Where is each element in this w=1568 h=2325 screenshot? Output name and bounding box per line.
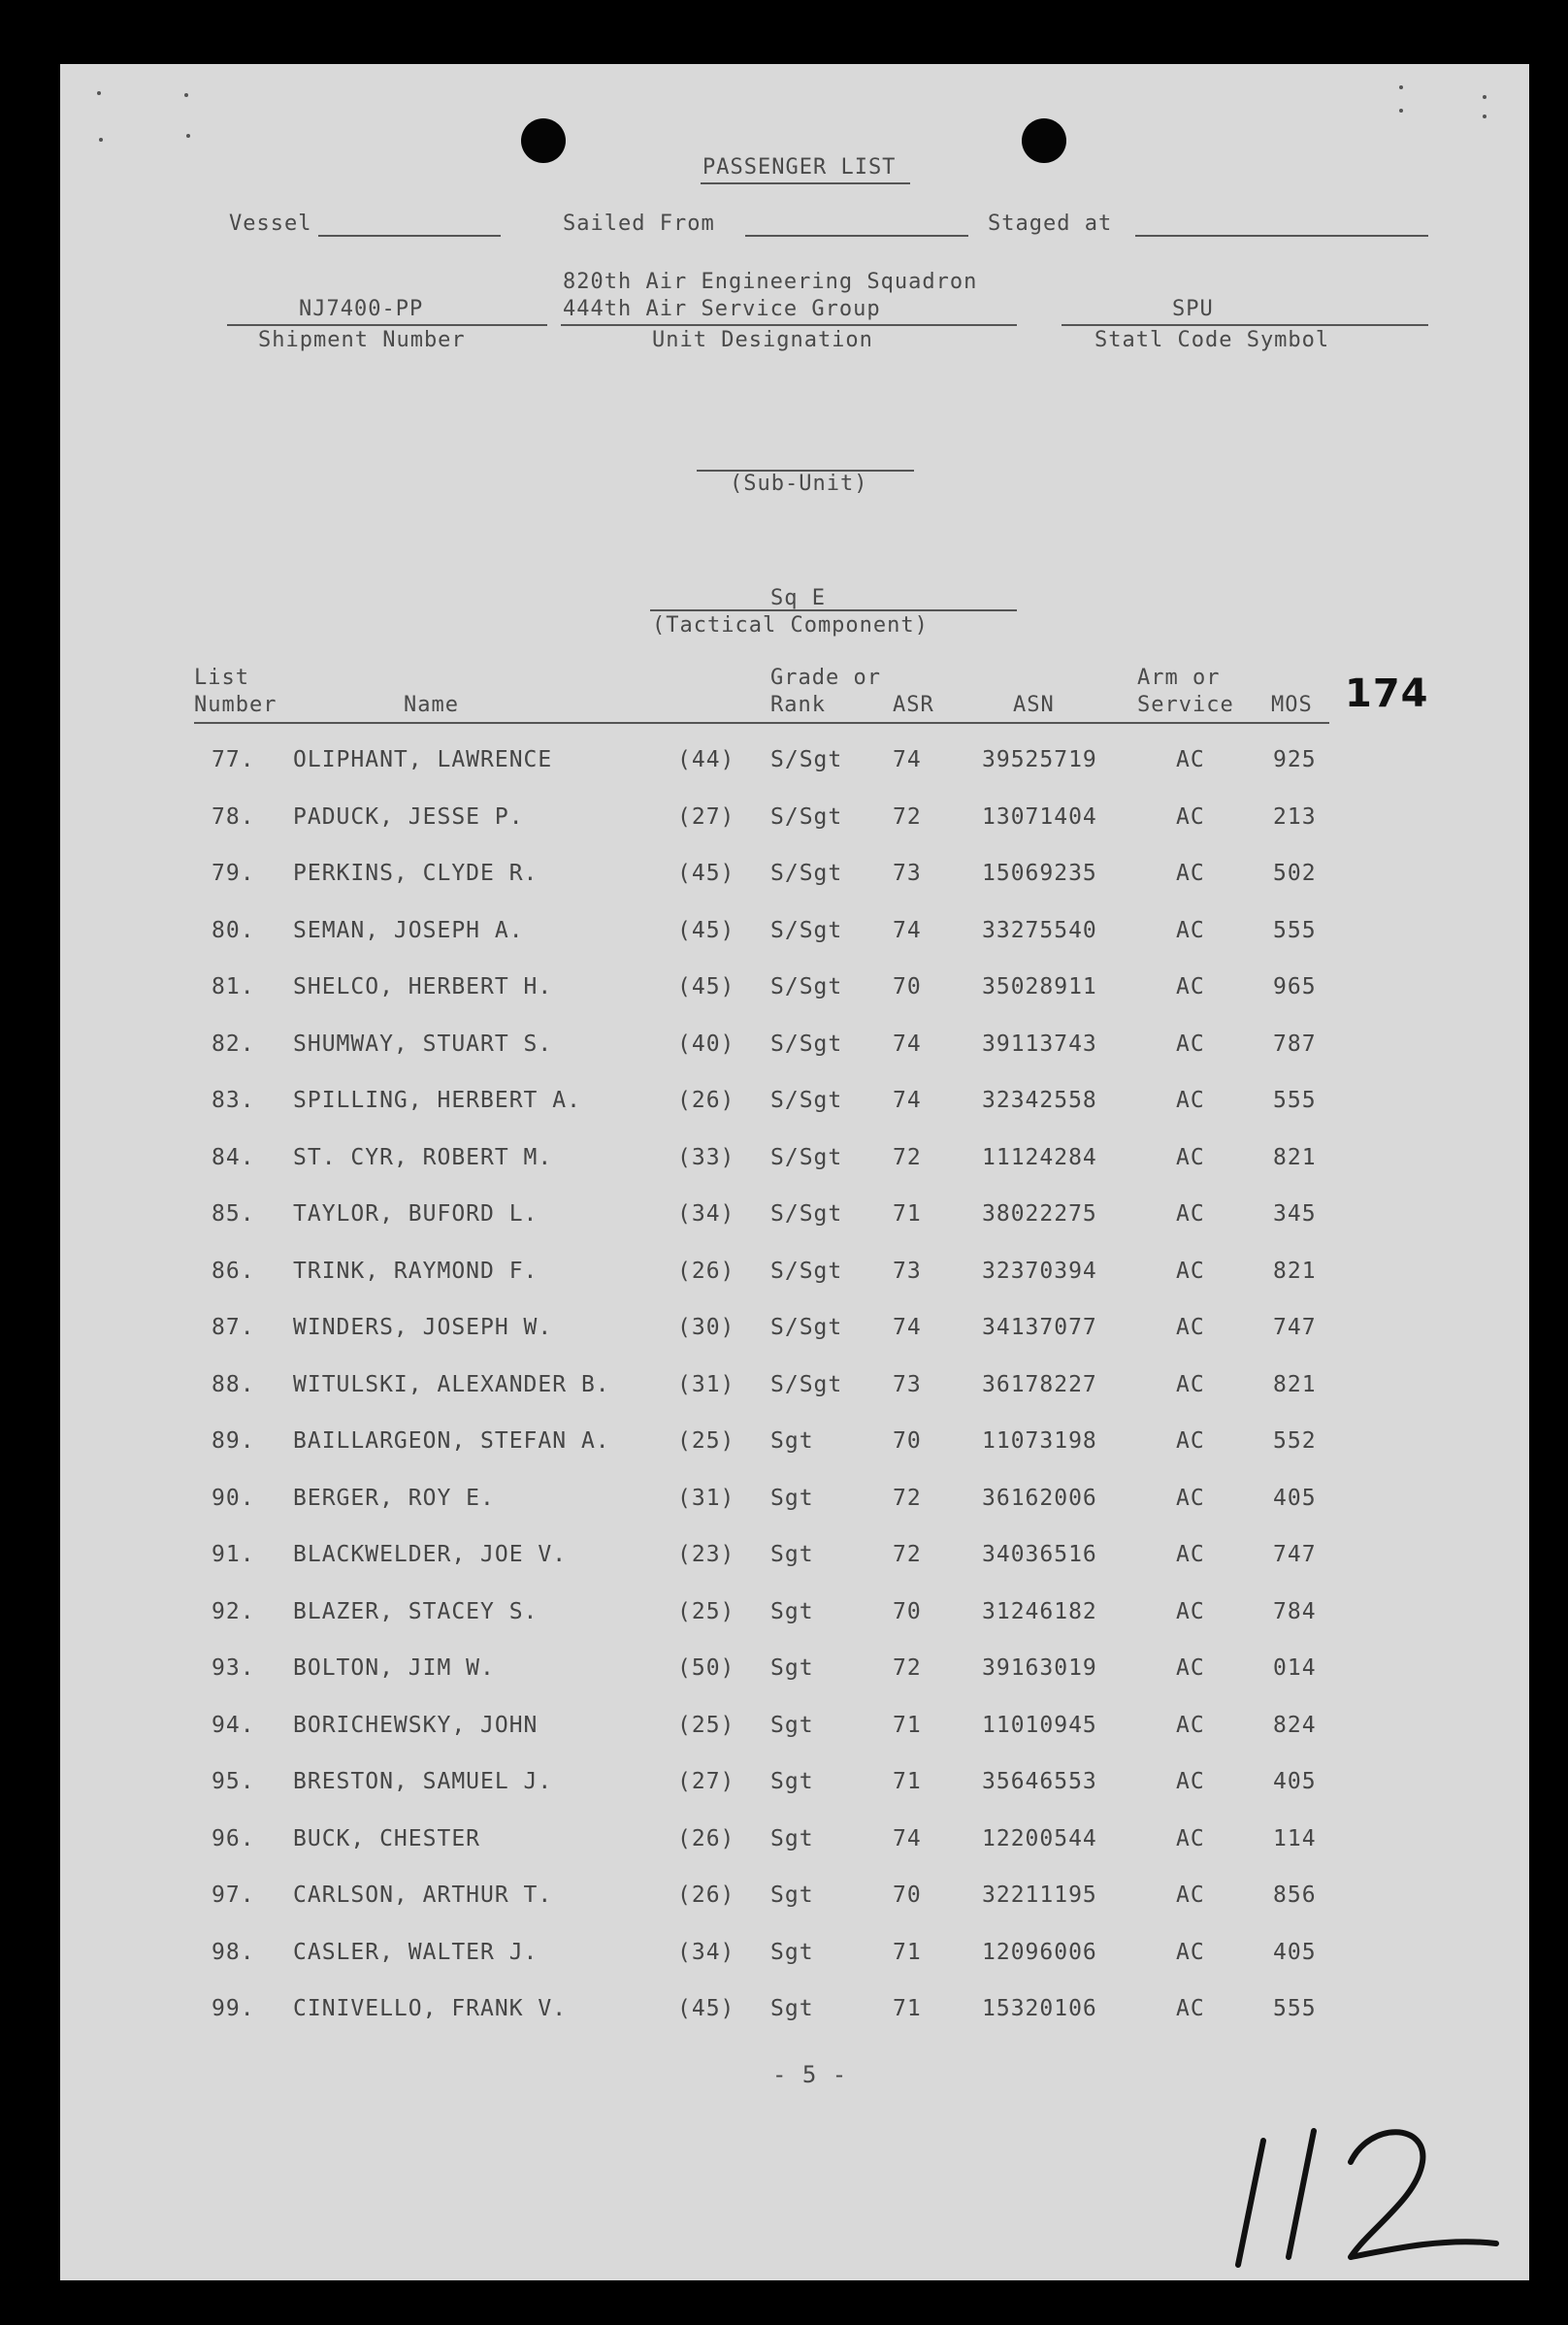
cell-asn: 12096006: [982, 1939, 1097, 1965]
table-row: [60, 1201, 1419, 1240]
cell-name: BAILLARGEON, STEFAN A.: [293, 1428, 610, 1454]
cell-mos: 787: [1273, 1031, 1317, 1057]
header-underline: [194, 722, 1329, 724]
cell-asr: 70: [893, 1883, 922, 1908]
cell-asn: 36162006: [982, 1485, 1097, 1511]
cell-asn: 31246182: [982, 1598, 1097, 1624]
cell-age: (45): [677, 1996, 735, 2021]
tactical-component-label: (Tactical Component): [652, 613, 929, 638]
cell-asr: 72: [893, 1144, 922, 1170]
cell-asr: 71: [893, 1201, 922, 1227]
table-row: [60, 1599, 1419, 1638]
cell-age: (26): [677, 1258, 735, 1284]
cell-name: CASLER, WALTER J.: [293, 1939, 539, 1965]
table-row: [60, 1940, 1419, 1979]
cell-grade: S/Sgt: [770, 1144, 843, 1170]
table-row: [60, 974, 1419, 1013]
cell-name: WITULSKI, ALEXANDER B.: [293, 1371, 610, 1397]
cell-asr: 74: [893, 917, 922, 943]
edge-speck: [1399, 109, 1403, 113]
cell-name: BERGER, ROY E.: [293, 1485, 495, 1511]
cell-asr: 71: [893, 1996, 922, 2021]
cell-num: 91.: [212, 1542, 255, 1567]
cell-asr: 72: [893, 1485, 922, 1511]
edge-speck: [97, 91, 101, 95]
cell-asr: 70: [893, 1428, 922, 1454]
cell-mos: 405: [1273, 1485, 1317, 1511]
cell-num: 97.: [212, 1883, 255, 1908]
shipment-number-line: [227, 324, 547, 326]
edge-speck: [186, 134, 190, 138]
cell-arm: AC: [1176, 1996, 1205, 2021]
cell-arm: AC: [1176, 1315, 1205, 1340]
cell-name: BOLTON, JIM W.: [293, 1655, 495, 1681]
edge-speck: [184, 93, 188, 97]
table-row: [60, 1372, 1419, 1411]
cell-num: 79.: [212, 861, 255, 886]
cell-asr: 72: [893, 1542, 922, 1567]
page-number: - 5 -: [772, 2061, 848, 2088]
cell-name: CINIVELLO, FRANK V.: [293, 1996, 568, 2021]
cell-asn: 32211195: [982, 1883, 1097, 1908]
cell-age: (34): [677, 1939, 735, 1965]
cell-num: 89.: [212, 1428, 255, 1454]
cell-grade: Sgt: [770, 1598, 814, 1624]
cell-asr: 72: [893, 1655, 922, 1681]
cell-name: TRINK, RAYMOND F.: [293, 1258, 539, 1284]
cell-mos: 552: [1273, 1428, 1317, 1454]
cell-grade: S/Sgt: [770, 1031, 843, 1057]
cell-name: SHUMWAY, STUART S.: [293, 1031, 553, 1057]
cell-arm: AC: [1176, 1769, 1205, 1794]
tactical-component-value: Sq E: [770, 586, 826, 610]
cell-grade: Sgt: [770, 1883, 814, 1908]
cell-asn: 32342558: [982, 1088, 1097, 1113]
cell-grade: S/Sgt: [770, 803, 843, 830]
cell-mos: 784: [1273, 1598, 1317, 1624]
unit-designation-line: [561, 324, 1017, 326]
table-row: [60, 1713, 1419, 1752]
cell-asn: 35028911: [982, 974, 1097, 999]
cell-arm: AC: [1176, 1201, 1205, 1227]
cell-asn: 38022275: [982, 1201, 1097, 1227]
cell-age: (44): [677, 747, 735, 772]
table-row: [60, 1088, 1419, 1127]
cell-arm: AC: [1176, 1712, 1205, 1738]
col-grade-line1: Grade or: [770, 666, 881, 690]
col-asr: ASR: [893, 693, 934, 717]
cell-asr: 74: [893, 747, 922, 772]
cell-name: CARLSON, ARTHUR T.: [293, 1883, 553, 1908]
cell-grade: S/Sgt: [770, 861, 843, 886]
cell-num: 78.: [212, 803, 255, 830]
cell-arm: AC: [1176, 1258, 1205, 1284]
cell-age: (23): [677, 1542, 735, 1567]
cell-mos: 747: [1273, 1542, 1317, 1567]
col-arm-line2: Service: [1137, 693, 1234, 717]
col-arm-line1: Arm or: [1137, 666, 1221, 690]
cell-num: 87.: [212, 1315, 255, 1340]
shipment-number-label: Shipment Number: [258, 328, 466, 352]
cell-num: 81.: [212, 974, 255, 999]
unit-designation-label: Unit Designation: [652, 328, 873, 352]
cell-name: PERKINS, CLYDE R.: [293, 861, 539, 886]
table-row: [60, 1542, 1419, 1581]
cell-arm: AC: [1176, 917, 1205, 943]
cell-grade: Sgt: [770, 1939, 814, 1965]
cell-asr: 74: [893, 1825, 922, 1851]
cell-num: 96.: [212, 1825, 255, 1851]
cell-arm: AC: [1176, 1144, 1205, 1170]
col-asn: ASN: [1013, 693, 1055, 717]
cell-age: (45): [677, 974, 735, 999]
title-underline: [701, 182, 910, 184]
cell-name: PADUCK, JESSE P.: [293, 803, 524, 830]
cell-mos: 555: [1273, 1088, 1317, 1113]
cell-name: SPILLING, HERBERT A.: [293, 1088, 581, 1113]
table-row: [60, 1883, 1419, 1921]
cell-arm: AC: [1176, 861, 1205, 886]
cell-asr: 70: [893, 974, 922, 999]
cell-grade: S/Sgt: [770, 1258, 843, 1284]
cell-grade: Sgt: [770, 1712, 814, 1738]
edge-speck: [1483, 95, 1486, 99]
cell-arm: AC: [1176, 1485, 1205, 1511]
cell-grade: S/Sgt: [770, 747, 843, 772]
vessel-line: [318, 235, 501, 237]
cell-mos: 345: [1273, 1201, 1317, 1227]
cell-age: (27): [677, 1769, 735, 1794]
cell-mos: 821: [1273, 1144, 1317, 1170]
cell-age: (31): [677, 1371, 735, 1397]
cell-grade: Sgt: [770, 1769, 814, 1794]
cell-grade: Sgt: [770, 1542, 814, 1567]
sailed-from-label: Sailed From: [563, 212, 715, 236]
cell-mos: 114: [1273, 1825, 1317, 1851]
cell-arm: AC: [1176, 747, 1205, 772]
cell-name: BRESTON, SAMUEL J.: [293, 1769, 553, 1794]
cell-mos: 747: [1273, 1315, 1317, 1340]
cell-arm: AC: [1176, 1655, 1205, 1681]
cell-grade: S/Sgt: [770, 917, 843, 943]
cell-num: 82.: [212, 1031, 255, 1057]
cell-grade: S/Sgt: [770, 1371, 843, 1397]
col-name: Name: [404, 693, 459, 717]
cell-age: (34): [677, 1201, 735, 1227]
cell-name: OLIPHANT, LAWRENCE: [293, 747, 553, 772]
staged-at-line: [1135, 235, 1428, 237]
cell-age: (45): [677, 861, 735, 886]
cell-name: BUCK, CHESTER: [293, 1825, 481, 1851]
cell-asn: 35646553: [982, 1769, 1097, 1794]
cell-arm: AC: [1176, 1939, 1205, 1965]
cell-num: 83.: [212, 1088, 255, 1113]
cell-age: (25): [677, 1712, 735, 1738]
cell-num: 88.: [212, 1371, 255, 1397]
table-row: [60, 1428, 1419, 1467]
statl-code-line: [1062, 324, 1428, 326]
cell-mos: 821: [1273, 1371, 1317, 1397]
sub-unit-label: (Sub-Unit): [730, 472, 868, 496]
stamped-number: 174: [1345, 671, 1429, 716]
cell-mos: 405: [1273, 1939, 1317, 1965]
passenger-list-page: [60, 64, 1529, 2280]
cell-arm: AC: [1176, 1825, 1205, 1851]
cell-asn: 32370394: [982, 1258, 1097, 1284]
cell-asn: 39525719: [982, 747, 1097, 772]
table-row: [60, 1826, 1419, 1865]
table-row: [60, 861, 1419, 900]
cell-grade: S/Sgt: [770, 1201, 843, 1227]
table-row: [60, 1486, 1419, 1524]
punch-hole-left: [521, 118, 566, 163]
cell-age: (45): [677, 917, 735, 943]
cell-asr: 74: [893, 1031, 922, 1057]
cell-name: TAYLOR, BUFORD L.: [293, 1201, 539, 1227]
cell-age: (30): [677, 1315, 735, 1340]
shipment-number-value: NJ7400-PP: [299, 297, 424, 321]
cell-arm: AC: [1176, 1598, 1205, 1624]
cell-mos: 856: [1273, 1883, 1317, 1908]
cell-num: 93.: [212, 1655, 255, 1681]
table-row: [60, 1655, 1419, 1694]
col-list-number-line1: List: [194, 666, 249, 690]
cell-name: SEMAN, JOSEPH A.: [293, 917, 524, 943]
cell-mos: 555: [1273, 1996, 1317, 2021]
col-list-number-line2: Number: [194, 693, 278, 717]
tactical-component-line: [650, 609, 1017, 611]
cell-arm: AC: [1176, 1088, 1205, 1113]
cell-num: 98.: [212, 1939, 255, 1965]
cell-grade: Sgt: [770, 1655, 814, 1681]
vessel-label: Vessel: [229, 212, 312, 236]
cell-num: 90.: [212, 1485, 255, 1511]
table-row: [60, 1996, 1419, 2035]
cell-asn: 15069235: [982, 861, 1097, 886]
cell-asr: 72: [893, 803, 922, 830]
edge-speck: [1483, 115, 1486, 118]
cell-asr: 71: [893, 1769, 922, 1794]
cell-arm: AC: [1176, 1371, 1205, 1397]
cell-mos: 824: [1273, 1712, 1317, 1738]
statl-code-label: Statl Code Symbol: [1094, 328, 1330, 352]
cell-asr: 70: [893, 1598, 922, 1624]
cell-mos: 014: [1273, 1655, 1317, 1681]
table-row: [60, 1145, 1419, 1184]
cell-grade: S/Sgt: [770, 1088, 843, 1113]
cell-num: 85.: [212, 1201, 255, 1227]
sailed-from-line: [745, 235, 968, 237]
cell-mos: 821: [1273, 1258, 1317, 1284]
handwritten-number-112: [1205, 2102, 1525, 2276]
cell-grade: S/Sgt: [770, 974, 843, 999]
cell-num: 99.: [212, 1996, 255, 2021]
col-mos: MOS: [1271, 693, 1313, 717]
cell-asn: 15320106: [982, 1996, 1097, 2021]
cell-asn: 11010945: [982, 1712, 1097, 1738]
cell-asr: 73: [893, 1371, 922, 1397]
cell-age: (25): [677, 1428, 735, 1454]
cell-name: BLAZER, STACEY S.: [293, 1598, 539, 1624]
cell-mos: 965: [1273, 974, 1317, 999]
cell-arm: AC: [1176, 1883, 1205, 1908]
cell-age: (25): [677, 1598, 735, 1624]
cell-asn: 34036516: [982, 1542, 1097, 1567]
col-grade-line2: Rank: [770, 693, 826, 717]
cell-arm: AC: [1176, 974, 1205, 999]
cell-asr: 74: [893, 1315, 922, 1340]
cell-age: (26): [677, 1088, 735, 1113]
cell-asr: 73: [893, 861, 922, 886]
cell-age: (27): [677, 803, 735, 830]
statl-code-value: SPU: [1172, 297, 1214, 321]
table-row: [60, 747, 1419, 786]
cell-num: 77.: [212, 747, 255, 772]
cell-asn: 12200544: [982, 1825, 1097, 1851]
cell-name: ST. CYR, ROBERT M.: [293, 1144, 553, 1170]
table-row: [60, 1032, 1419, 1070]
cell-arm: AC: [1176, 1428, 1205, 1454]
cell-asn: 39113743: [982, 1031, 1097, 1057]
cell-asn: 11124284: [982, 1144, 1097, 1170]
cell-age: (50): [677, 1655, 735, 1681]
cell-age: (26): [677, 1883, 735, 1908]
cell-num: 86.: [212, 1258, 255, 1284]
table-row: [60, 804, 1419, 843]
cell-asn: 36178227: [982, 1371, 1097, 1397]
table-row: [60, 1315, 1419, 1354]
cell-age: (31): [677, 1485, 735, 1511]
cell-mos: 405: [1273, 1769, 1317, 1794]
cell-mos: 213: [1273, 803, 1317, 830]
unit-designation-line1: 820th Air Engineering Squadron: [563, 270, 978, 294]
document-title: PASSENGER LIST: [702, 155, 897, 180]
edge-speck: [1399, 85, 1403, 89]
cell-mos: 925: [1273, 747, 1317, 772]
cell-arm: AC: [1176, 1542, 1205, 1567]
cell-asr: 73: [893, 1258, 922, 1284]
cell-grade: S/Sgt: [770, 1315, 843, 1340]
cell-name: WINDERS, JOSEPH W.: [293, 1315, 553, 1340]
cell-age: (40): [677, 1031, 735, 1057]
cell-age: (33): [677, 1144, 735, 1170]
cell-num: 80.: [212, 917, 255, 943]
cell-num: 94.: [212, 1712, 255, 1738]
cell-num: 92.: [212, 1598, 255, 1624]
cell-name: SHELCO, HERBERT H.: [293, 974, 553, 999]
cell-mos: 502: [1273, 861, 1317, 886]
punch-hole-right: [1022, 118, 1066, 163]
cell-num: 95.: [212, 1769, 255, 1794]
table-row: [60, 1259, 1419, 1297]
staged-at-label: Staged at: [988, 212, 1113, 236]
cell-grade: Sgt: [770, 1485, 814, 1511]
table-row: [60, 918, 1419, 957]
cell-asn: 39163019: [982, 1655, 1097, 1681]
table-row: [60, 1769, 1419, 1808]
cell-grade: Sgt: [770, 1996, 814, 2021]
cell-age: (26): [677, 1825, 735, 1851]
cell-grade: Sgt: [770, 1428, 814, 1454]
cell-asr: 71: [893, 1712, 922, 1738]
unit-designation-line2: 444th Air Service Group: [563, 297, 881, 321]
cell-asn: 33275540: [982, 917, 1097, 943]
cell-mos: 555: [1273, 917, 1317, 943]
cell-grade: Sgt: [770, 1825, 814, 1851]
cell-arm: AC: [1176, 803, 1205, 830]
cell-arm: AC: [1176, 1031, 1205, 1057]
cell-asn: 34137077: [982, 1315, 1097, 1340]
cell-asr: 74: [893, 1088, 922, 1113]
cell-num: 84.: [212, 1144, 255, 1170]
cell-name: BORICHEWSKY, JOHN: [293, 1712, 539, 1738]
cell-asn: 11073198: [982, 1428, 1097, 1454]
cell-asr: 71: [893, 1939, 922, 1965]
cell-name: BLACKWELDER, JOE V.: [293, 1542, 568, 1567]
edge-speck: [99, 138, 103, 142]
cell-asn: 13071404: [982, 803, 1097, 830]
